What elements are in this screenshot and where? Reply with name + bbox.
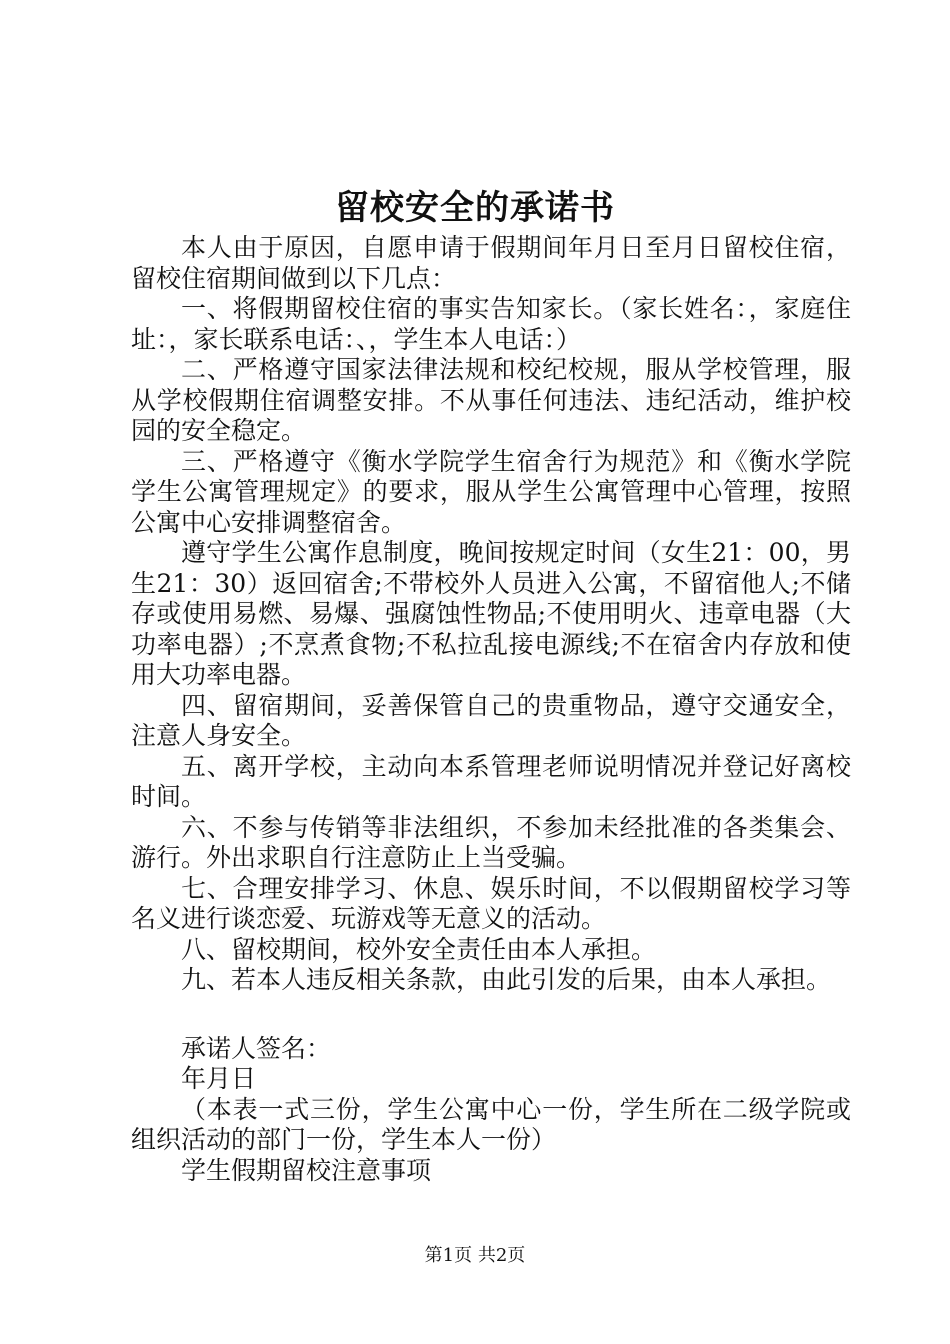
clause-2: 二、严格遵守国家法律法规和校纪校规，服从学校管理，服从学校假期住宿调整安排。不从事任何违法、违纪活动，维护校园的安全稳定。 [131,355,851,445]
document-body [131,233,851,1186]
clause-3: 三、严格遵守《衡水学院学生宿舍行为规范》和《衡水学院学生公寓管理规定》的要求，服从学生公寓管理中心管理，按照公寓中心安排调整宿舍。 [131,446,851,537]
intro-paragraph: 本人由于原因，自愿申请于假期间年月日至月日留校住宿，留校住宿期间做到以下几点： [131,233,851,293]
clause-8: 八、留校期间，校外安全责任由本人承担。 [181,934,657,964]
clause-3-detail: 遵守学生公寓作息制度，晚间按规定时间（女生21：00，男生21：30）返回宿舍;不带校外人员进入公寓，不留宿他人;不储存或使用易燃、易爆、强腐蚀性物品;不使用明火、违章电器（大功率电器）;不烹煮食物;不私拉乱接电源线;不在宿舍内存放和使用大功率电器。 [131,538,851,689]
copies-note: （本表一式三份，学生公寓中心一份，学生所在二级学院或组织活动的部门一份，学生本人一份） [131,1094,851,1154]
clause-7: 七、合理安排学习、休息、娱乐时间，不以假期留校学习等名义进行谈恋爱、玩游戏等无意义的活动。 [131,873,851,933]
signature-label: 承诺人签名： [181,1033,332,1063]
clause-1: 一、将假期留校住宿的事实告知家长。（家长姓名：，家庭住址：，家长联系电话：、，学生本人电话：） [131,294,851,354]
clause-4: 四、留宿期间，妥善保管自己的贵重物品，遵守交通安全，注意人身安全。 [131,690,851,750]
clause-5: 五、离开学校，主动向本系管理老师说明情况并登记好离校时间。 [131,751,851,811]
spacer [131,996,851,1034]
clause-9: 九、若本人违反相关条款，由此引发的后果，由本人承担。 [181,965,832,994]
next-section-heading: 学生假期留校注意事项 [181,1155,432,1185]
signature-date: 年月日 [181,1064,257,1093]
clause-6: 六、不参与传销等非法组织，不参加未经批准的各类集会、游行。外出求职自行注意防止上当受骗。 [131,812,851,872]
page-footer: 第1页 共2页 [424,1245,526,1266]
document-title: 留校安全的承诺书 [335,188,615,228]
